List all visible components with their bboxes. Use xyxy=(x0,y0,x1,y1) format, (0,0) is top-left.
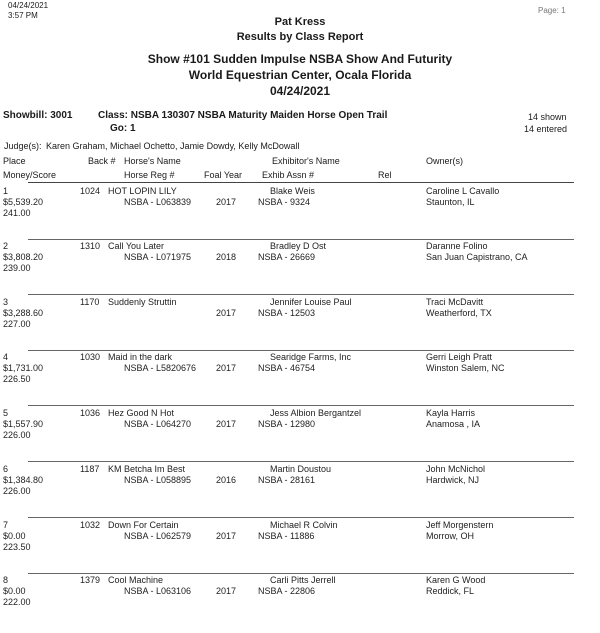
entry-exhib-assn: NSBA - 26669 xyxy=(258,252,316,262)
entry-horse-name: Maid in the dark xyxy=(108,352,173,362)
class-name: Class: NSBA 130307 NSBA Maturity Maiden Horse Open Trail xyxy=(98,110,388,121)
entry-exhib-assn: NSBA - 12980 xyxy=(258,419,316,429)
entry-foal-year: 2017 xyxy=(216,531,237,541)
entry-owner-location: Staunton, IL xyxy=(426,197,475,207)
entry-back-number: 1379 xyxy=(80,575,101,585)
entry-foal-year: 2017 xyxy=(216,419,237,429)
entry-horse-name: Down For Certain xyxy=(108,520,179,530)
showbill: Showbill: 3001 xyxy=(3,110,73,121)
entry-score: 227.00 xyxy=(3,319,31,329)
row-divider xyxy=(28,239,574,240)
entry-score: 222.00 xyxy=(3,597,31,607)
print-time: 3:57 PM xyxy=(8,11,38,20)
report-secretary: Pat Kress xyxy=(274,16,326,28)
entry-horse-name: Hez Good N Hot xyxy=(108,408,175,418)
entry-exhib-assn: NSBA - 12503 xyxy=(258,308,316,318)
judges-label: Judge(s): xyxy=(4,141,42,151)
entry-owner-name: Kayla Harris xyxy=(426,408,476,418)
col-exhibitor: Exhibitor's Name xyxy=(272,156,340,166)
col-horse-reg: Horse Reg # xyxy=(124,170,175,180)
row-divider xyxy=(28,461,574,462)
entry-exhibitor-name: Jennifer Louise Paul xyxy=(270,297,352,307)
entry-owner-name: Caroline L Cavallo xyxy=(426,186,500,196)
entry-owner-name: Daranne Folino xyxy=(426,241,488,251)
entry-exhib-assn: NSBA - 28161 xyxy=(258,475,316,485)
col-foal-year: Foal Year xyxy=(204,170,243,180)
entry-score: 223.50 xyxy=(3,542,31,552)
show-title: Show #101 Sudden Impulse NSBA Show And Futurity xyxy=(147,52,453,66)
entry-place: 8 xyxy=(3,575,9,585)
row-divider xyxy=(28,405,574,406)
entry-owner-location: Reddick, FL xyxy=(426,586,475,596)
entry-back-number: 1024 xyxy=(80,186,101,196)
entry-exhibitor-name: Bradley D Ost xyxy=(270,241,327,251)
entry-owner-location: Anamosa , IA xyxy=(426,419,481,429)
col-money-score: Money/Score xyxy=(3,170,57,180)
entry-horse-reg: NSBA - L071975 xyxy=(124,252,192,262)
result-row xyxy=(0,575,600,633)
go-number: Go: 1 xyxy=(110,123,136,134)
row-divider xyxy=(28,573,574,574)
entry-horse-reg: NSBA - L062579 xyxy=(124,531,192,541)
entry-owner-location: San Juan Capistrano, CA xyxy=(426,252,528,262)
print-date: 04/24/2021 xyxy=(8,1,49,10)
entry-back-number: 1310 xyxy=(80,241,101,251)
entry-horse-name: Suddenly Struttin xyxy=(108,297,177,307)
row-divider xyxy=(28,294,574,295)
entry-owner-location: Weatherford, TX xyxy=(426,308,492,318)
row-divider xyxy=(28,350,574,351)
col-exhib-assn: Exhib Assn # xyxy=(262,170,315,180)
entry-score: 226.00 xyxy=(3,486,31,496)
entry-place: 7 xyxy=(3,520,9,530)
entry-horse-reg: NSBA - L063839 xyxy=(124,197,192,207)
entry-back-number: 1030 xyxy=(80,352,101,362)
entry-exhibitor-name: Martin Doustou xyxy=(270,464,332,474)
entry-exhib-assn: NSBA - 11886 xyxy=(258,531,315,541)
entry-owner-name: Jeff Morgenstern xyxy=(426,520,494,530)
entry-back-number: 1187 xyxy=(80,464,100,474)
result-row xyxy=(0,408,600,466)
entry-horse-reg: NSBA - L5820676 xyxy=(124,363,197,373)
entry-owner-name: John McNichol xyxy=(426,464,486,474)
entry-owner-name: Karen G Wood xyxy=(426,575,486,585)
entry-back-number: 1032 xyxy=(80,520,101,530)
entry-money: $3,288.60 xyxy=(3,308,44,318)
entry-horse-reg: NSBA - L064270 xyxy=(124,419,192,429)
header-rule xyxy=(28,182,574,183)
entry-exhibitor-name: Michael R Colvin xyxy=(270,520,338,530)
col-horse-name: Horse's Name xyxy=(124,156,181,166)
col-owners: Owner(s) xyxy=(426,156,464,166)
entry-exhib-assn: NSBA - 9324 xyxy=(258,197,311,207)
entry-money: $1,731.00 xyxy=(3,363,44,373)
result-row xyxy=(0,464,600,522)
entry-owner-name: Traci McDavitt xyxy=(426,297,484,307)
entry-score: 239.00 xyxy=(3,263,31,273)
entry-score: 226.00 xyxy=(3,430,31,440)
entry-horse-name: Cool Machine xyxy=(108,575,164,585)
entry-exhibitor-name: Searidge Farms, Inc xyxy=(270,352,352,362)
entry-place: 1 xyxy=(3,186,9,196)
result-row xyxy=(0,520,600,578)
result-row xyxy=(0,352,600,410)
entry-money: $0.00 xyxy=(3,531,26,541)
entry-owner-name: Gerri Leigh Pratt xyxy=(426,352,493,362)
entry-money: $3,808.20 xyxy=(3,252,44,262)
entry-foal-year: 2017 xyxy=(216,197,237,207)
entry-horse-reg: NSBA - L058895 xyxy=(124,475,192,485)
entry-foal-year: 2018 xyxy=(216,252,237,262)
entry-back-number: 1036 xyxy=(80,408,101,418)
result-row xyxy=(0,297,600,355)
col-back: Back # xyxy=(88,156,116,166)
page-number: Page: 1 xyxy=(538,6,566,15)
shown-count: 14 shown xyxy=(528,112,567,122)
entry-owner-location: Morrow, OH xyxy=(426,531,475,541)
entry-money: $1,384.80 xyxy=(3,475,44,485)
report-name: Results by Class Report xyxy=(236,31,364,43)
col-place: Place xyxy=(3,156,26,166)
result-row xyxy=(0,241,600,299)
entered-count: 14 entered xyxy=(524,124,568,134)
show-date: 04/24/2021 xyxy=(269,84,331,98)
entry-owner-location: Hardwick, NJ xyxy=(426,475,480,485)
entry-horse-name: Call You Later xyxy=(108,241,165,251)
result-row xyxy=(0,186,600,244)
entry-horse-reg: NSBA - L063106 xyxy=(124,586,192,596)
entry-money: $5,539.20 xyxy=(3,197,44,207)
entry-exhibitor-name: Carli Pitts Jerrell xyxy=(270,575,336,585)
entry-place: 4 xyxy=(3,352,9,362)
entry-owner-location: Winston Salem, NC xyxy=(426,363,505,373)
entry-foal-year: 2017 xyxy=(216,363,237,373)
entry-money: $0.00 xyxy=(3,586,26,596)
row-divider xyxy=(28,517,574,518)
col-rel: Rel xyxy=(378,170,392,180)
entry-horse-name: KM Betcha Im Best xyxy=(108,464,186,474)
entry-horse-name: HOT LOPIN LILY xyxy=(108,186,177,196)
entry-place: 5 xyxy=(3,408,9,418)
entry-place: 6 xyxy=(3,464,9,474)
entry-foal-year: 2016 xyxy=(216,475,237,485)
entry-back-number: 1170 xyxy=(80,297,100,307)
entry-foal-year: 2017 xyxy=(216,308,237,318)
entry-place: 2 xyxy=(3,241,9,251)
entry-foal-year: 2017 xyxy=(216,586,237,596)
entry-score: 226.50 xyxy=(3,374,31,384)
entry-money: $1,557.90 xyxy=(3,419,44,429)
entry-exhibitor-name: Blake Weis xyxy=(270,186,315,196)
entry-exhibitor-name: Jess Albion Bergantzel xyxy=(270,408,362,418)
show-venue: World Equestrian Center, Ocala Florida xyxy=(188,68,412,82)
judges-list: Karen Graham, Michael Ochetto, Jamie Dowdy, Kelly McDowall xyxy=(46,141,300,151)
entry-score: 241.00 xyxy=(3,208,31,218)
entry-exhib-assn: NSBA - 46754 xyxy=(258,363,316,373)
entry-exhib-assn: NSBA - 22806 xyxy=(258,586,316,596)
entry-place: 3 xyxy=(3,297,9,307)
